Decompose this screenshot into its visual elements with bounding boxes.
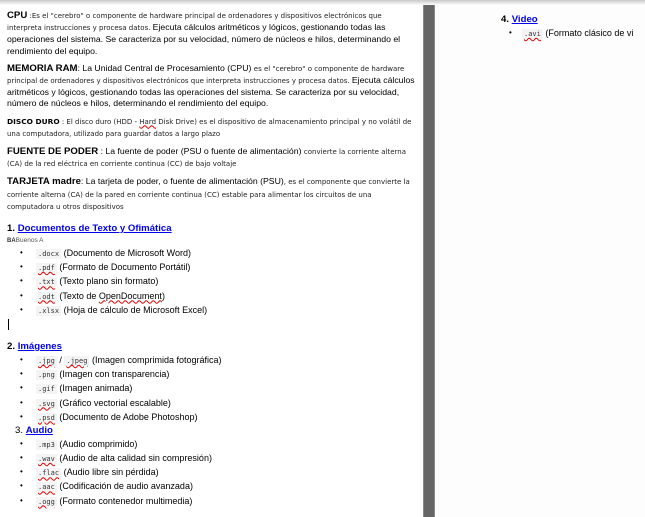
label-separator: : [27, 12, 32, 20]
file-description: (Audio de alta calidad sin compresión) [56, 453, 212, 464]
bullet-icon: • [20, 248, 23, 258]
bullet-icon: • [20, 369, 23, 379]
file-extension[interactable]: .txt [38, 278, 55, 287]
file-extension: .png [38, 371, 55, 380]
paragraph-disco-duro[interactable] [7, 116, 417, 140]
section-number: 4. [501, 14, 510, 25]
file-description: (Imagen animada) [56, 383, 133, 394]
file-description: (Imagen comprimida fotográfica) [89, 354, 222, 365]
file-extension: .gif [38, 385, 55, 394]
paragraph-text: convierte la corriente alterna (CA) de la red eléctrica en corriente continua (CC) de bajo voltaje [7, 148, 406, 169]
file-extension: .mp3 [38, 440, 55, 449]
paragraph-fuente-de-poder[interactable] [7, 146, 417, 170]
paragraph-text: , es el componente que convierte la corriente alterna (CA) de la pared en corriente continua (CC) estable para alimentar los circuitos de una computadora u otros dispositivos [7, 178, 410, 211]
paragraph-cpu[interactable] [7, 10, 417, 57]
section-heading-audio [7, 424, 417, 437]
bullet-icon: • [20, 262, 23, 272]
file-extension[interactable]: .ogg [38, 497, 55, 506]
label-separator: : [80, 176, 86, 187]
file-extension[interactable]: .psd [38, 413, 55, 422]
list-item [7, 381, 417, 395]
bullet-icon: • [20, 304, 23, 314]
bullet-icon: • [20, 453, 23, 463]
file-extension: .docx [38, 250, 60, 259]
list-item [7, 246, 417, 260]
paragraph-text: Disk Drive) es el dispositivo de almacenamiento principal y no volátil de una computadora, utilizado para guardar datos a largo plazo [7, 117, 412, 138]
file-extension[interactable]: .aac [38, 483, 55, 492]
comment-initials: BA [7, 238, 16, 245]
file-description: (Audio comprimido) [56, 438, 138, 449]
file-description: (Formato clásico de vi [542, 28, 634, 38]
bullet-icon: • [20, 383, 23, 393]
file-extension[interactable]: .avi [524, 30, 541, 38]
bullet-icon: • [20, 438, 23, 448]
page-content [7, 10, 417, 508]
bullet-icon: • [20, 495, 23, 505]
file-extension[interactable]: .odt [38, 292, 55, 301]
spelling-error-word[interactable]: Hard [139, 117, 157, 126]
list-item [7, 494, 417, 508]
file-description: (Imagen con transparencia) [56, 369, 170, 380]
paragraph-label: CPU [7, 10, 28, 21]
paragraph-label: DISCO DURO [7, 116, 60, 126]
section-link-audio[interactable]: Audio [25, 424, 53, 436]
paragraph-text: La tarjeta de poder, o fuente de alimentación (PSU) [85, 176, 284, 187]
extension-separator: / [56, 354, 65, 365]
file-extension[interactable]: .flac [38, 469, 60, 478]
paragraph-text: La Unidad Central de Procesamiento (CPU) [82, 62, 254, 73]
file-description-end: ) [161, 290, 165, 301]
bullet-icon: • [20, 276, 23, 286]
top-shadow [0, 0, 645, 5]
paragraph-label: FUENTE DE PODER [7, 146, 99, 158]
file-description: (Formato contenedor multimedia) [56, 495, 193, 506]
list-item [501, 26, 645, 40]
paragraph-text: Es el "cerebro" o componente de hardware principal de ordenadores y dispositivos electrónicos que interpreta instrucciones y procesa datos. [7, 12, 382, 33]
file-description: (Documento de Microsoft Word) [61, 248, 191, 259]
list-item [7, 410, 417, 424]
file-list-video [501, 26, 645, 40]
label-separator: : [77, 62, 83, 73]
file-description: (Texto de [56, 290, 99, 301]
file-extension[interactable]: .jpg [38, 356, 55, 365]
file-list-documentos [7, 246, 417, 317]
paragraph-text: La fuente de poder (PSU o fuente de alimentación) [105, 146, 304, 157]
file-extension[interactable]: .svg [38, 399, 55, 408]
section-link-imagenes[interactable]: Imágenes [17, 340, 62, 352]
paragraph-text: es el "cerebro" o componente de hardware principal de ordenadores y dispositivos electrónicos que interpreta instrucciones y procesa datos. [7, 64, 405, 86]
list-item [7, 479, 417, 493]
bullet-icon: • [20, 397, 23, 407]
bullet-icon: • [20, 467, 23, 477]
comment-author: Buenos A [15, 237, 44, 245]
list-item [7, 303, 417, 317]
section-number: 3. [15, 424, 24, 436]
page-content [501, 13, 645, 40]
text-cursor [8, 319, 9, 330]
section-heading-video [501, 13, 645, 26]
list-item [7, 367, 417, 381]
list-item [7, 396, 417, 410]
document-page-2[interactable] [435, 0, 645, 517]
file-description: (Texto plano sin formato) [56, 276, 159, 287]
file-description: (Hoja de cálculo de Microsoft Excel) [61, 304, 208, 315]
label-separator: : [59, 117, 67, 126]
bullet-icon: • [20, 290, 23, 300]
bullet-icon: • [20, 411, 23, 421]
paragraph-tarjeta-madre[interactable] [7, 176, 417, 213]
paragraph-memoria-ram[interactable] [7, 63, 417, 110]
file-extension[interactable]: .pdf [38, 264, 55, 273]
file-list-imagenes [7, 353, 417, 424]
list-item [7, 353, 417, 367]
page-separator [423, 0, 435, 517]
file-description: (Codificación de audio avanzada) [56, 481, 193, 492]
list-item [7, 260, 417, 274]
paragraph-label: MEMORIA RAM [7, 62, 78, 74]
file-extension[interactable]: .jpeg [66, 356, 88, 365]
list-item [7, 437, 417, 451]
section-number: 2. [7, 340, 16, 352]
paragraph-text: Ejecuta cálculos aritméticos y lógicos, gestionando todas las operaciones del sistema. Se caracteriza por su velocidad, número de núcleos e hilos, determinando el rendimiento del equipo. [7, 75, 415, 109]
file-description: (Documento de Adobe Photoshop) [56, 411, 198, 422]
section-heading-imagenes [7, 340, 417, 353]
paragraph-label: TARJETA madre [7, 176, 81, 188]
file-description: (Formato de Documento Portátil) [56, 262, 191, 273]
list-item [7, 274, 417, 288]
section-heading-documentos [7, 222, 417, 235]
bullet-icon: • [20, 481, 23, 491]
spelling-error-word[interactable]: OpenDocument [98, 290, 162, 301]
file-list-audio [7, 437, 417, 508]
list-item [7, 465, 417, 479]
section-link-video[interactable]: Video [511, 14, 538, 25]
bullet-icon: • [20, 354, 23, 364]
list-item [7, 451, 417, 465]
section-number: 1. [7, 223, 16, 235]
comment-marker[interactable] [7, 235, 417, 246]
file-description: (Gráfico vectorial escalable) [56, 397, 171, 408]
paragraph-text: Ejecuta cálculos aritméticos y lógicos, gestionando todas las operaciones del sistema. Se caracteriza por su velocidad, número de núcleos e hilos, determinando el rendimiento del equipo. [7, 22, 401, 56]
label-separator: : [98, 146, 106, 157]
list-item [7, 289, 417, 303]
file-description: (Audio libre sin pérdida) [61, 467, 159, 478]
bullet-icon: • [509, 28, 512, 37]
file-extension[interactable]: .wav [38, 455, 55, 464]
file-extension: .xlsx [38, 306, 60, 315]
section-link-documentos[interactable]: Documentos de Texto y Ofimática [17, 223, 172, 235]
paragraph-text: El disco duro (HDD - [66, 117, 140, 126]
